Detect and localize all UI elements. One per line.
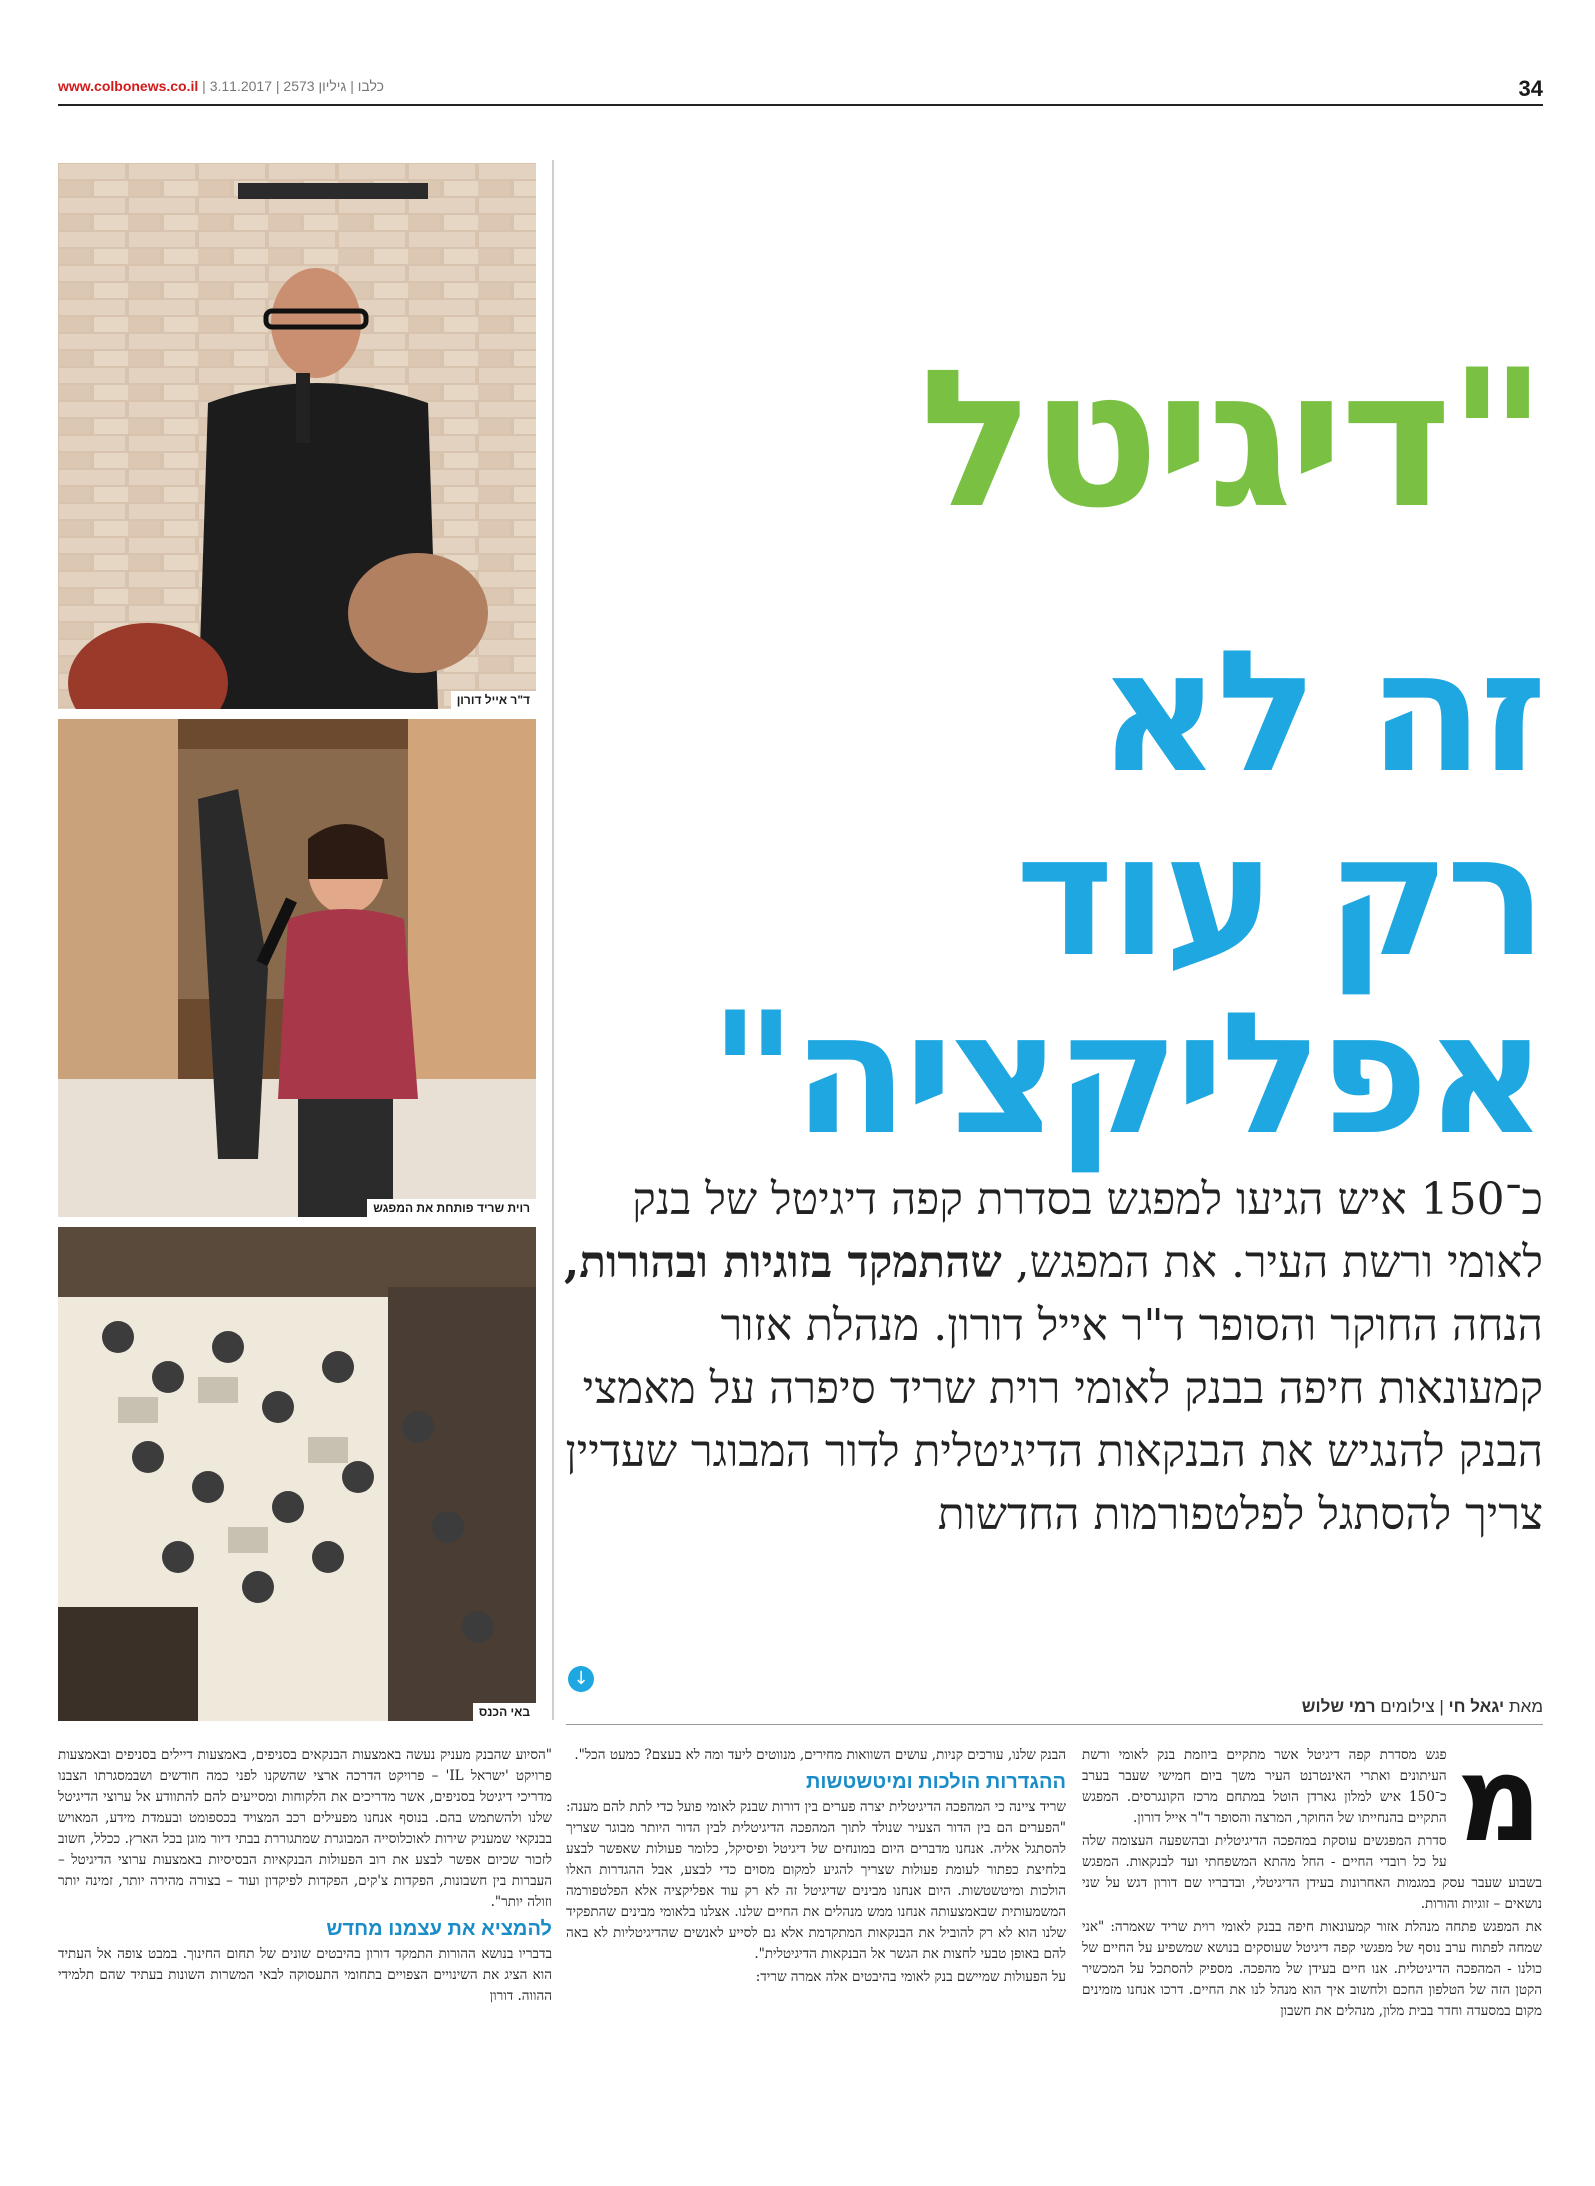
header-info [58,78,384,94]
photo-speaker-image [58,163,536,709]
photo-speaker [58,163,536,709]
lead-bold: שהתמקד בזוגיות ובהורות, [563,1237,1002,1288]
lead-text-2: הנחה החוקר והסופר ד"ר אייל דורון. מנהלת אזור קמעונאות חיפה בבנק לאומי רוית שריד סיפרה על מאמצי הבנק להנגיש את הבנקאות הדיגיטלית לדור המבוגר שעדיין צריך להסתגל לפלטפורמות החדשות [565,1300,1543,1540]
lead-paragraph [558,1168,1543,1546]
paragraph: את המפגש פתחה מנהלת אזור קמעונאות חיפה בבנק לאומי רוית שריד שאמרה: "אני שמחה לפתוח ערב נוסף של מפגשי קפה דיגיטל שעוסקים בנושא שמשפיע על החיים של כולנו - המהפכה הדיגיטלית. אנו חיים בעידן של מהפכה. מספיק להסתכל על המכשיר הקטן הזה של הטלפון החכם ולחשוב איך הוא מנהל לנו את החיים. דרכו אנחנו מזמינים מקום במסעדה וחדר בבית מלון, מנהלים את חשבון [1082,1919,1542,2019]
photo-crowd-image [58,1227,536,1721]
byline-photographer: רמי שלוש [1301,1697,1376,1716]
article-column-1 [1082,1745,1542,2175]
subheading: ההגדרות הולכות ומיטשטשות [805,1771,1066,1793]
page-number: 34 [1518,76,1543,101]
headline-line-1: "דיגיטל [919,329,1543,550]
byline [558,1697,1543,1717]
byline-from-label: מאת [1504,1697,1543,1716]
drop-cap: מ [1456,1745,1542,1868]
arrow-down-icon: ↓ [568,1666,594,1692]
headline-line-4: אפליקציה" [709,976,1543,1172]
subheading: להמציא את עצמנו מחדש [326,1918,552,1940]
photo-crowd [58,1227,536,1721]
paragraph: שריד ציינה כי המהפכה הדיגיטלית יצרה פערים בין דורות שבנק לאומי פועל כדי לתת להם מענה: "הפערים הם בין הדור הצעיר שנולד לתוך המהפכה הדיגיטלית לבין הדור היותר מבוגר שצריך להסתגל אליה. אנחנו מדברים היום במונחים של דיגיטל ופיסיקל, כלומר פעולות שאפשר לבצע בלחיצת כפתור לעומת פעולות שצריך להגיע למקום מסוים כדי לבצע, אבל ההגדרות האלו הולכות ומיטשטשות. היום אנחנו מבינים שדיגיטל זה לא רק עוד אפליקציה אלא הפלטפורמה המשמעותית שבאמצעותה אנחנו ממש מנהלים את החיים שלנו. אצלנו בלאומי מבינים שהתפקיד שלנו הוא לא רק להוביל את הבנקאות המתקדמת אלא גם לסייע לאנשים שהדיגיטליות לא באה להם באופן טבעי לחצות את הגשר אל הבנקאות הדיגיטלית". [566,1799,1066,1962]
paragraph: "הסיוע שהבנק מעניק נעשה באמצעות הבנקאים בסניפים, באמצעות דיילים בסניפים ובאמצעות פרויקט 'ישראל IL' – פרויקט הדרכה ארצי שהשקנו לפני כמה חודשים ושבמסגרתו הצבנו מדריכי דיגיטל בסניפים, אשר מדריכים את הלקוחות ומסייעים להם להתוודע אל ערוצי הדיגיטל שלנו ולהשתמש בהם. בנוסף אנחנו מפעילים רכב המצויד בכספומט ובעמדת מידע, המאויש בבנקאי שמעניק שירות לאוכלוסייה המבוגרת שמתגוררת בבתי דיור מוגן בכל הארץ. ככלל, חשוב לזכור שכיום אפשר לבצע את רוב הפעולות הבנקאיות הבסיסיות באמצעות ערוצי הדיגיטל – העברות בין חשבונות, הפקדות צ'קים, הפקדות לפיקדון ועוד – בצורה מהירה יותר, זמינה יותר וזולה יותר". [58,1747,552,1910]
photo-caption: רוית שריד פותחת את המפגש [367,1199,536,1217]
site-url[interactable]: www.colbonews.co.il [58,78,199,94]
issue-info: | כלבו | גיליון 2573 | 3.11.2017 [198,78,384,94]
paragraph: סדרת המפגשים עוסקת במהפכה הדיגיטלית ובהשפעה העצומה שלה על כל רובדי החיים - החל מהתא המשפחתי ועד לבנקאות. המפגש בשבוע שעבר עסק במגמות האחרונות בעידן הדיגיטלי, ובדבריו שם דורון דגש על שני נושאים – זוגיות והורות. [1082,1833,1542,1912]
photo-caption: באי הכנס [473,1703,536,1721]
photo-caption: ד"ר אייל דורון [451,691,536,709]
paragraph: הבנק שלנו, עורכים קניות, עושים השוואות מחירים, מנווטים ליעד ומה לא בעצם? כמעט הכל". [574,1747,1066,1763]
headline-line-3: רק עוד [1015,798,1543,994]
photo-host [58,719,536,1217]
headline-line-2: זה לא [1097,614,1543,810]
byline-author: יגאל חי [1448,1697,1505,1716]
paragraph: על הפעולות שמיישם בנק לאומי בהיבטים אלה אמרה שריד: [755,1969,1066,1985]
byline-rule [566,1724,1543,1725]
article-column-3 [58,1745,552,2175]
paragraph: בדבריו בנושא ההורות התמקד דורון בהיבטים שונים של תחום החינוך. במבט צופה אל העתיד הוא הציג את השינויים הצפויים בתחומי התעסוקה לבאי המשרות השונות בעתיד שהם תלמידי ההווה. דורון [58,1946,552,2004]
header-rule [58,104,1543,106]
byline-separator: | צילומים [1375,1697,1449,1716]
photo-host-image [58,719,536,1217]
paragraph: פגש מסדרת קפה דיגיטל אשר מתקיים ביוזמת בנק לאומי ורשת העיתונים ואתרי האינטרנט העיר משך ביום חמישי שעבר בערב כ־150 איש למלון גארדן הוטל במתחם מרכז הקונגרסים. המפגש התקיים בהנחייתו של החוקר, המרצה והסופר ד"ר אייל דורון. [1082,1747,1447,1826]
article-column-2 [566,1745,1066,2175]
lead-text-1: כ־150 איש הגיעו למפגש בסדרת קפה דיגיטל של בנק לאומי ורשת העיר. את המפגש, [632,1174,1543,1288]
